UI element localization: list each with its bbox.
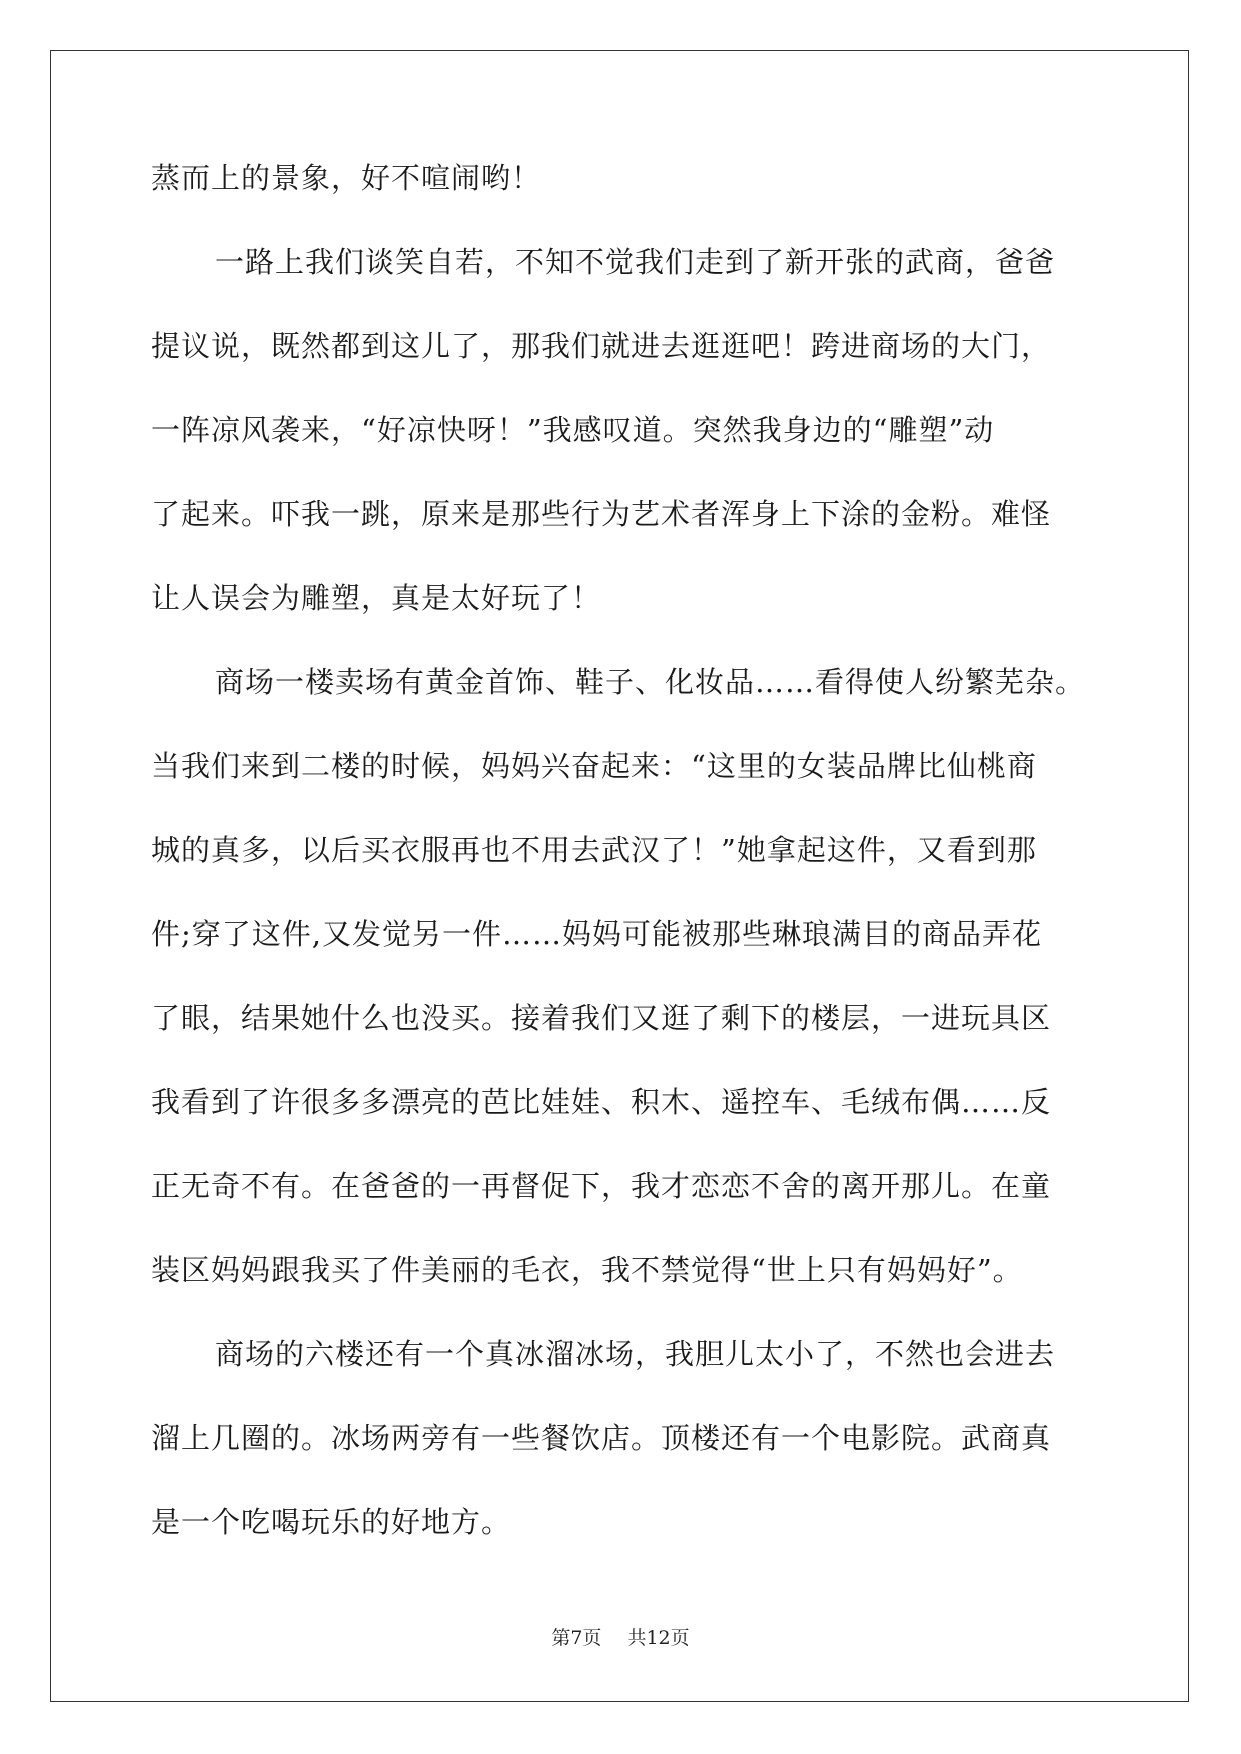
text-line: 了起来。吓我一跳，原来是那些行为艺术者浑身上下涂的金粉。难怪	[151, 497, 1052, 531]
text-line: 一路上我们谈笑自若，不知不觉我们走到了新开张的武商，爸爸	[215, 245, 1056, 279]
text-line: 商场的六楼还有一个真冰溜冰场，我胆儿太小了，不然也会进去	[215, 1337, 1056, 1371]
page-number-total: 共12页	[627, 1627, 690, 1649]
text-line: 蒸而上的景象，好不喧闹哟！	[151, 161, 542, 195]
text-line: 商场一楼卖场有黄金首饰、鞋子、化妆品……看得使人纷繁芜杂。	[215, 665, 1086, 699]
text-line: 当我们来到二楼的时候，妈妈兴奋起来：“这里的女装品牌比仙桃商	[151, 749, 1037, 783]
text-line: 我看到了许很多多漂亮的芭比娃娃、积木、遥控车、毛绒布偶……反	[151, 1085, 1052, 1119]
document-body	[151, 160, 1091, 1588]
page-footer	[0, 1623, 1241, 1650]
text-line: 一阵凉风袭来，“好凉快呀！”我感叹道。突然我身边的“雕塑”动	[151, 413, 995, 447]
text-line: 让人误会为雕塑，真是太好玩了！	[151, 581, 602, 615]
text-line: 了眼，结果她什么也没买。接着我们又逛了剩下的楼层，一进玩具区	[151, 1001, 1052, 1035]
text-line: 提议说，既然都到这儿了，那我们就进去逛逛吧！跨进商场的大门，	[151, 329, 1052, 363]
text-line: 是一个吃喝玩乐的好地方。	[151, 1505, 512, 1539]
text-line: 件;穿了这件,又发觉另一件……妈妈可能被那些琳琅满目的商品弄花	[151, 917, 1042, 951]
text-line: 装区妈妈跟我买了件美丽的毛衣，我不禁觉得“世上只有妈妈好”。	[151, 1253, 1023, 1287]
page-number-current: 第7页	[551, 1627, 602, 1649]
text-line: 城的真多，以后买衣服再也不用去武汉了！”她拿起这件，又看到那	[151, 833, 1037, 867]
text-line: 溜上几圈的。冰场两旁有一些餐饮店。顶楼还有一个电影院。武商真	[151, 1421, 1052, 1455]
text-line: 正无奇不有。在爸爸的一再督促下，我才恋恋不舍的离开那儿。在童	[151, 1169, 1052, 1203]
